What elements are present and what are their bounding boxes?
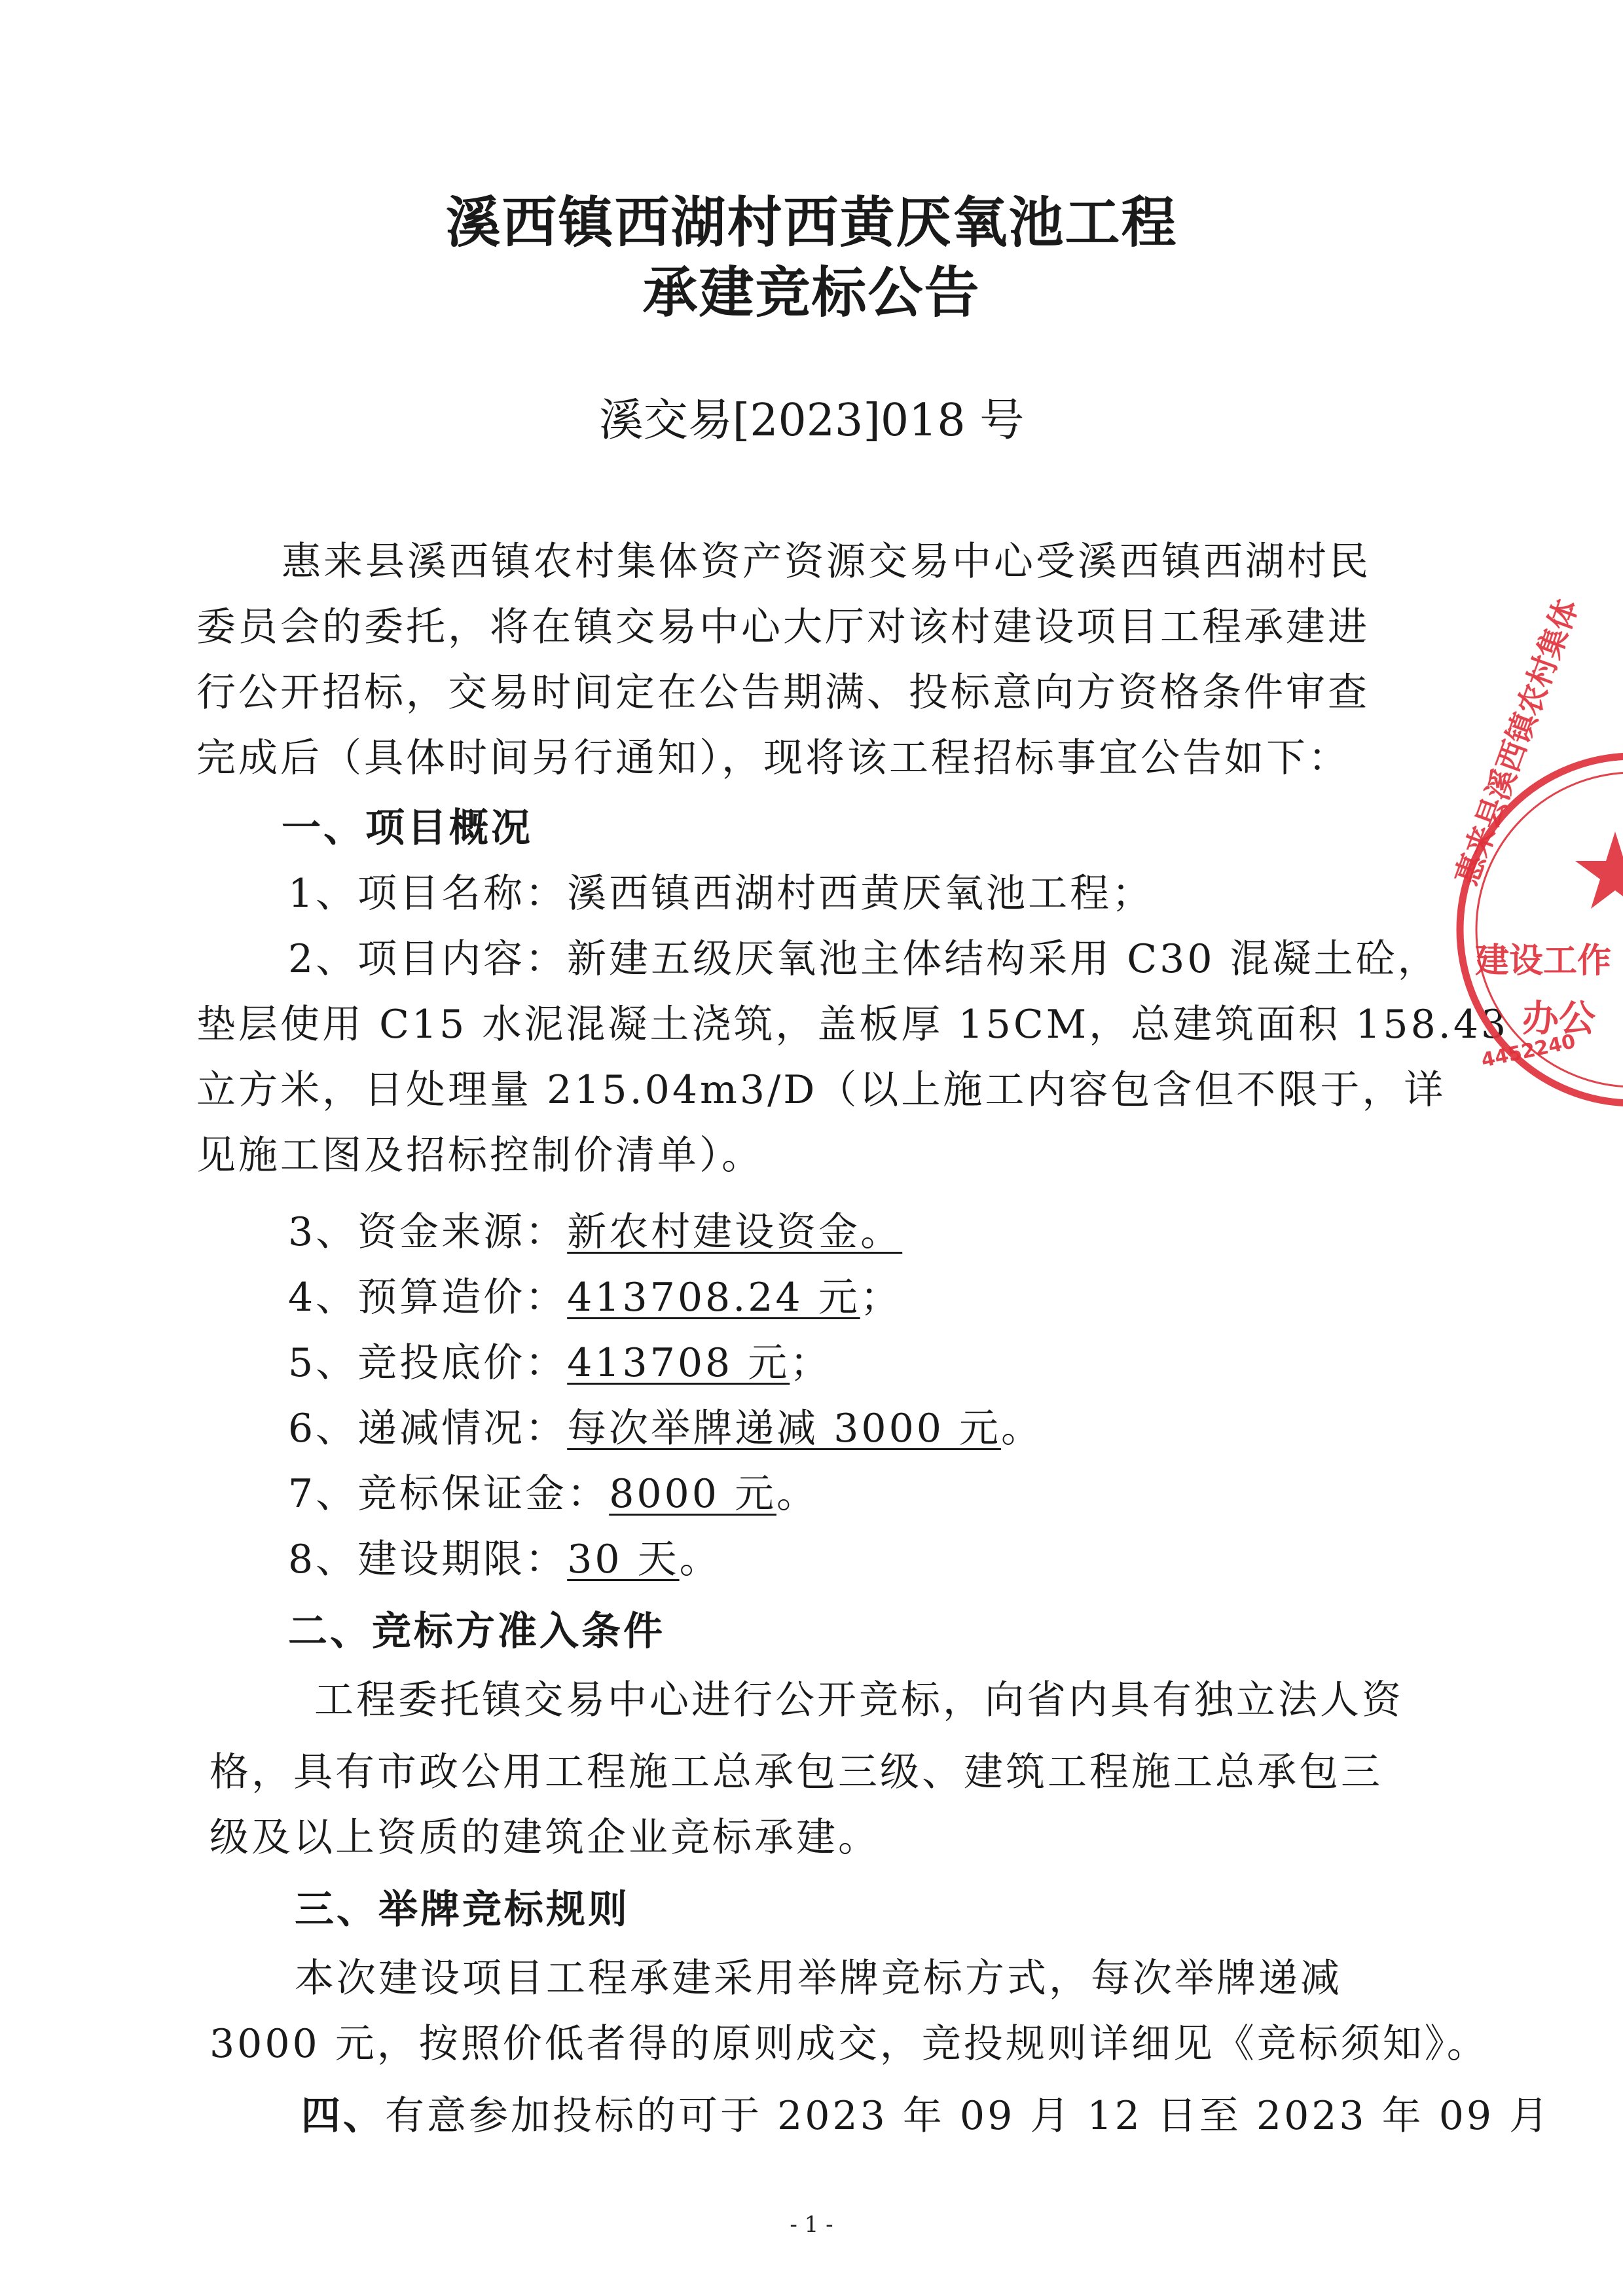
intro-line-1: 惠来县溪西镇农村集体资产资源交易中心受溪西镇西湖村民 xyxy=(282,539,1371,585)
item-7 xyxy=(288,1468,818,1520)
item-5-tail: ； xyxy=(790,1340,832,1386)
item-2-line-1: 2、项目内容：新建五级厌氧池主体结构采用 C30 混凝土砼， xyxy=(288,936,1440,982)
item-8-value: 30 天 xyxy=(567,1537,680,1582)
section-2-line-1: 工程委托镇交易中心进行公开竞标，向省内具有独立法人资 xyxy=(314,1677,1404,1723)
item-4-tail: ； xyxy=(860,1275,902,1321)
section-1-heading: 一、项目概况 xyxy=(282,805,533,851)
item-6-value: 每次举牌递减 3000 元 xyxy=(567,1406,1002,1451)
item-4 xyxy=(288,1271,902,1324)
section-2-line-3: 级及以上资质的建筑企业竞标承建。 xyxy=(210,1815,880,1861)
item-7-label: 7、竞标保证金： xyxy=(288,1471,610,1517)
seal-stamp-icon xyxy=(1437,594,1623,1113)
item-4-value: 413708.24 元 xyxy=(567,1275,860,1321)
item-4-label: 4、预算造价： xyxy=(288,1275,568,1321)
item-5-label: 5、竞投底价： xyxy=(288,1340,568,1386)
section-3-line-1: 本次建设项目工程承建采用举牌竞标方式，每次举牌递减 xyxy=(295,1956,1342,2001)
item-3-label: 3、资金来源： xyxy=(288,1209,568,1255)
item-2-line-2: 垫层使用 C15 水泥混凝土浇筑，盖板厚 15CM，总建筑面积 158.43 xyxy=(196,1002,1509,1048)
seal-ring-text: 惠来县溪西镇农村集体 xyxy=(1448,594,1585,890)
page-number: - 1 - xyxy=(790,2212,833,2238)
seal-mid-text: 建设工作 xyxy=(1475,941,1612,981)
item-2-line-3: 立方米，日处理量 215.04m3/D（以上施工内容包含但不限于，详 xyxy=(196,1067,1446,1113)
item-6-label: 6、递减情况： xyxy=(288,1406,568,1451)
intro-line-3: 行公开招标，交易时间定在公告期满、投标意向方资格条件审查 xyxy=(196,670,1370,716)
intro-line-2: 委员会的委托，将在镇交易中心大厅对该村建设项目工程承建进 xyxy=(196,604,1370,650)
item-1: 1、项目名称：溪西镇西湖村西黄厌氧池工程； xyxy=(288,871,1154,917)
section-4-heading: 四、 xyxy=(301,2093,385,2139)
item-6 xyxy=(288,1402,1043,1455)
section-2-heading: 二、竞标方准入条件 xyxy=(288,1609,665,1654)
seal-bottom-text: 办公 xyxy=(1522,998,1596,1040)
item-5-value: 413708 元 xyxy=(567,1340,790,1386)
section-4-text: 有意参加投标的可于 2023 年 09 月 12 日至 2023 年 09 月 xyxy=(385,2093,1552,2139)
section-4-line xyxy=(301,2090,1551,2142)
seal-code-text: 4452240 xyxy=(1479,1030,1578,1072)
item-7-tail: 。 xyxy=(776,1471,818,1517)
item-3 xyxy=(288,1206,902,1258)
item-8-label: 8、建设期限： xyxy=(288,1537,568,1582)
title-line-1: 溪西镇西湖村西黄厌氧池工程 xyxy=(445,191,1178,255)
item-8 xyxy=(288,1533,721,1586)
document-number: 溪交易[2023]018 号 xyxy=(598,395,1025,446)
item-8-tail: 。 xyxy=(679,1537,721,1582)
official-seal xyxy=(1437,594,1623,1113)
item-6-tail: 。 xyxy=(1001,1406,1044,1451)
section-3-heading: 三、举牌竞标规则 xyxy=(295,1887,630,1933)
item-3-value: 新农村建设资金。 xyxy=(567,1209,903,1255)
intro-line-4: 完成后（具体时间另行通知），现将该工程招标事宜公告如下： xyxy=(196,735,1350,781)
item-7-value: 8000 元 xyxy=(609,1471,776,1517)
section-2-line-2: 格，具有市政公用工程施工总承包三级、建筑工程施工总承包三 xyxy=(210,1749,1383,1795)
title-line-2: 承建竞标公告 xyxy=(642,261,981,325)
item-2-line-4: 见施工图及招标控制价清单）。 xyxy=(196,1133,763,1178)
section-3-line-2: 3000 元，按照价低者得的原则成交，竞投规则详细见《竞标须知》。 xyxy=(210,2021,1489,2067)
item-5 xyxy=(288,1337,831,1389)
